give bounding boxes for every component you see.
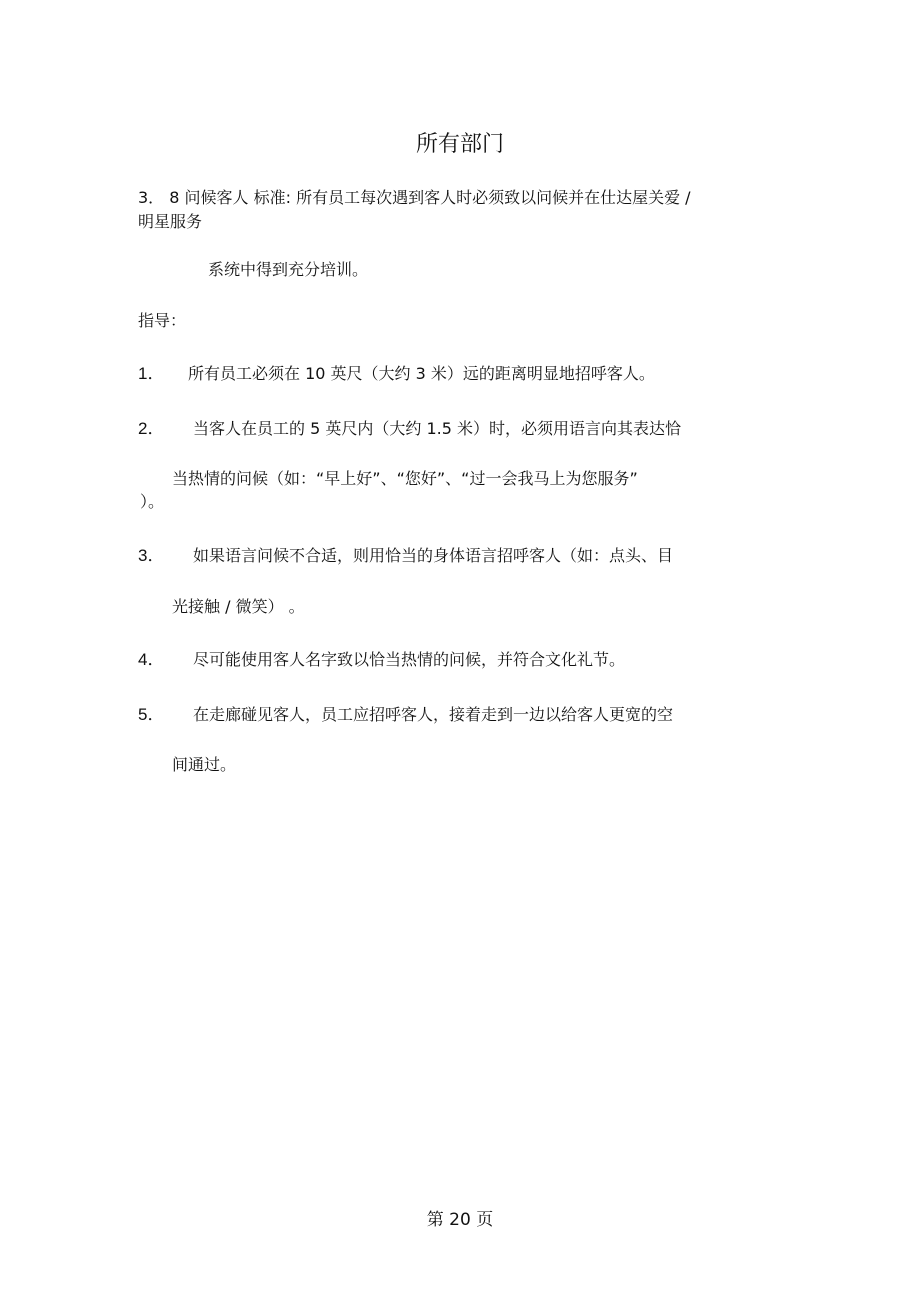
standard-line-3: 系统中得到充分培训。 xyxy=(208,260,369,279)
standard-line-2: 明星服务 xyxy=(138,212,203,231)
page-number-footer: 第 20 页 xyxy=(426,1210,494,1230)
item-5-number: 5． xyxy=(138,705,165,724)
item-2-line-2: 当热情的问候（如：“早上好”、“您好”、“过一会我马上为您服务” xyxy=(172,469,638,488)
item-3-number: 3． xyxy=(138,546,165,565)
item-2-line-3: ）。 xyxy=(140,492,165,511)
item-1-number: 1． xyxy=(138,364,165,383)
guidance-heading: 指导： xyxy=(138,311,187,330)
item-4-number: 4． xyxy=(138,650,165,669)
item-1-line-1: 所有员工必须在 10 英尺（大约 3 米）远的距离明显地招呼客人。 xyxy=(188,364,655,383)
item-5-line-2: 间通过。 xyxy=(172,755,237,774)
item-4-line-1: 尽可能使用客人名字致以恰当热情的问候，并符合文化礼节。 xyxy=(193,650,626,669)
item-3-line-1: 如果语言问候不合适，则用恰当的身体语言招呼客人（如：点头、目 xyxy=(193,546,674,565)
item-2-line-1: 当客人在员工的 5 英尺内（大约 1.5 米）时，必须用语言向其表达恰 xyxy=(193,419,681,438)
item-2-number: 2． xyxy=(138,419,165,438)
page-title: 所有部门 xyxy=(415,132,504,157)
item-3-line-2: 光接触 / 微笑） 。 xyxy=(172,597,305,616)
item-5-line-1: 在走廊碰见客人，员工应招呼客人，接着走到一边以给客人更宽的空 xyxy=(193,705,674,724)
standard-line-1: 3． 8 问候客人 标准: 所有员工每次遇到客人时必须致以问候并在仕达屋关爱 / xyxy=(138,188,691,207)
